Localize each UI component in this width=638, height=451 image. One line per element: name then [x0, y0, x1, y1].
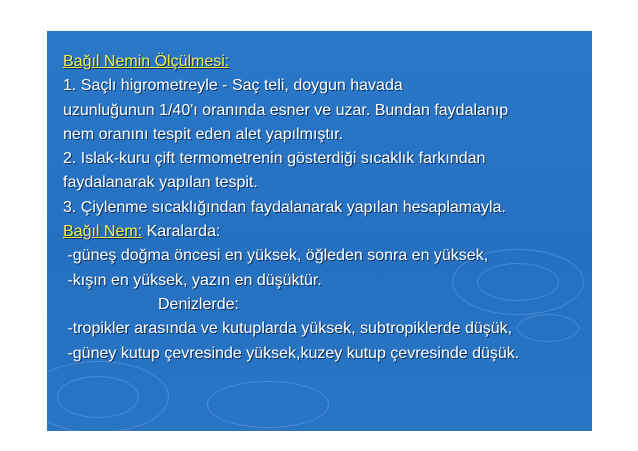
slide-body — [63, 50, 588, 366]
text-line — [63, 99, 588, 123]
subheading-line — [63, 293, 588, 317]
heading-line — [63, 50, 588, 74]
section-heading: Bağıl Nem: — [63, 223, 143, 241]
line-text: faydalanarak yapılan tespit. — [63, 174, 258, 192]
line-text: uzunluğunun 1/40'ı oranında esner ve uzar. Bundan faydalanıp — [63, 101, 509, 119]
text-line — [63, 196, 588, 220]
text-line — [63, 123, 588, 147]
text-line — [63, 244, 588, 268]
ripple-decoration — [57, 376, 139, 418]
line-text: 2. Islak-kuru çift termometrenin gösterdiği sıcaklık farkından — [63, 150, 486, 168]
line-text: 3. Çiylenme sıcaklığından faydalanarak yapılan hesaplamayla. — [63, 198, 506, 216]
line-text: -güney kutup çevresinde yüksek,kuzey kutup çevresinde düşük. — [63, 344, 520, 362]
text-line — [63, 74, 588, 98]
line-text: -tropikler arasında ve kutuplarda yüksek, subtropiklerde düşük, — [63, 320, 513, 338]
line-text: Denizlerde: — [158, 295, 239, 313]
heading-line — [63, 220, 588, 244]
line-text: Karalarda: — [142, 223, 221, 241]
text-line — [63, 317, 588, 341]
ripple-decoration — [207, 381, 329, 428]
line-text: -kışın en yüksek, yazın en düşüktür. — [63, 271, 322, 289]
text-line — [63, 342, 588, 366]
text-line — [63, 147, 588, 171]
text-line — [63, 171, 588, 195]
line-text: nem oranını tespit eden alet yapılmıştır. — [63, 125, 344, 143]
slide — [47, 31, 592, 431]
line-text: -güneş doğma öncesi en yüksek, öğleden sonra en yüksek, — [63, 247, 489, 265]
section-heading: Bağıl Nemin Ölçülmesi: — [63, 53, 230, 70]
line-text: 1. Saçlı higrometreyle - Saç teli, doygun havada — [63, 77, 403, 95]
text-line — [63, 269, 588, 293]
